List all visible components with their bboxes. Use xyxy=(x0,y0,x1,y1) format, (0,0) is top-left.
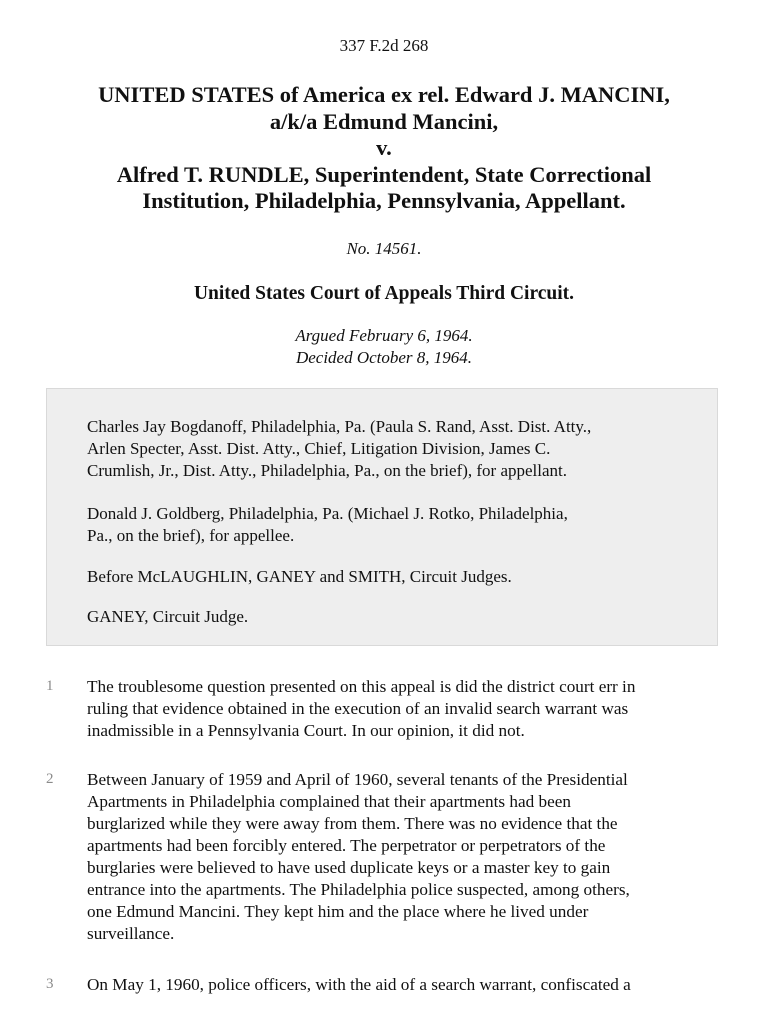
counsel-line: Arlen Specter, Asst. Dist. Atty., Chief, Litigation Division, James C. xyxy=(87,439,551,458)
paragraph-text xyxy=(87,974,727,996)
docket-number: No. 14561. xyxy=(346,239,422,258)
paragraph-line: surveillance. xyxy=(87,924,175,943)
counsel-line: Donald J. Goldberg, Philadelphia, Pa. (Michael J. Rotko, Philadelphia, xyxy=(87,504,568,523)
case-citation: 337 F.2d 268 xyxy=(339,36,429,55)
case-dates xyxy=(0,325,768,369)
paragraph-line: Between January of 1959 and April of 1960, several tenants of the Presidential xyxy=(87,770,628,789)
paragraph-line: burglaries were believed to have used duplicate keys or a master key to gain xyxy=(87,858,611,877)
paragraph-line: inadmissible in a Pennsylvania Court. In our opinion, it did not. xyxy=(87,721,525,740)
author-line: GANEY, Circuit Judge. xyxy=(87,607,249,626)
argued-date: Argued February 6, 1964. xyxy=(295,326,473,345)
panel-line: Before McLAUGHLIN, GANEY and SMITH, Circuit Judges. xyxy=(87,567,512,586)
caption-line: Institution, Philadelphia, Pennsylvania, Appellant. xyxy=(142,188,626,213)
paragraph-line: one Edmund Mancini. They kept him and the place where he lived under xyxy=(87,902,589,921)
opinion-author xyxy=(87,606,707,628)
counsel-line: Charles Jay Bogdanoff, Philadelphia, Pa. (Paula S. Rand, Asst. Dist. Atty., xyxy=(87,417,592,436)
caption-line: v. xyxy=(376,135,392,160)
panel-judges xyxy=(87,566,707,588)
paragraph-line: apartments had been forcibly entered. The perpetrator or perpetrators of the xyxy=(87,836,606,855)
counsel-line: Pa., on the brief), for appellee. xyxy=(87,526,295,545)
paragraph-line: On May 1, 1960, police officers, with the aid of a search warrant, confiscated a xyxy=(87,975,631,994)
paragraph-line: The troublesome question presented on this appeal is did the district court err in xyxy=(87,677,636,696)
caption-line: Alfred T. RUNDLE, Superintendent, State Correctional xyxy=(116,161,652,187)
appellant-counsel xyxy=(87,416,707,482)
decided-date: Decided October 8, 1964. xyxy=(295,348,473,367)
paragraph-line: burglarized while they were away from them. There was no evidence that the xyxy=(87,814,618,833)
paragraph-number: 2 xyxy=(46,771,54,787)
paragraph-line: ruling that evidence obtained in the execution of an invalid search warrant was xyxy=(87,699,629,718)
paragraph-number: 1 xyxy=(46,678,54,694)
counsel-box xyxy=(46,388,718,646)
caption-line: UNITED STATES of America ex rel. Edward J. MANCINI, xyxy=(98,82,670,107)
case-caption xyxy=(40,82,728,215)
paragraph-number: 3 xyxy=(46,976,54,992)
appellee-counsel xyxy=(87,503,707,547)
paragraph-line: Apartments in Philadelphia complained that their apartments had been xyxy=(87,792,571,811)
court-name: United States Court of Appeals Third Circuit. xyxy=(193,283,575,304)
paragraph-line: entrance into the apartments. The Philadelphia police suspected, among others, xyxy=(87,880,630,899)
caption-line: a/k/a Edmund Mancini, xyxy=(269,108,499,134)
counsel-line: Crumlish, Jr., Dist. Atty., Philadelphia, Pa., on the brief), for appellant. xyxy=(87,461,568,480)
paragraph-text xyxy=(87,676,727,742)
paragraph-text xyxy=(87,769,727,945)
